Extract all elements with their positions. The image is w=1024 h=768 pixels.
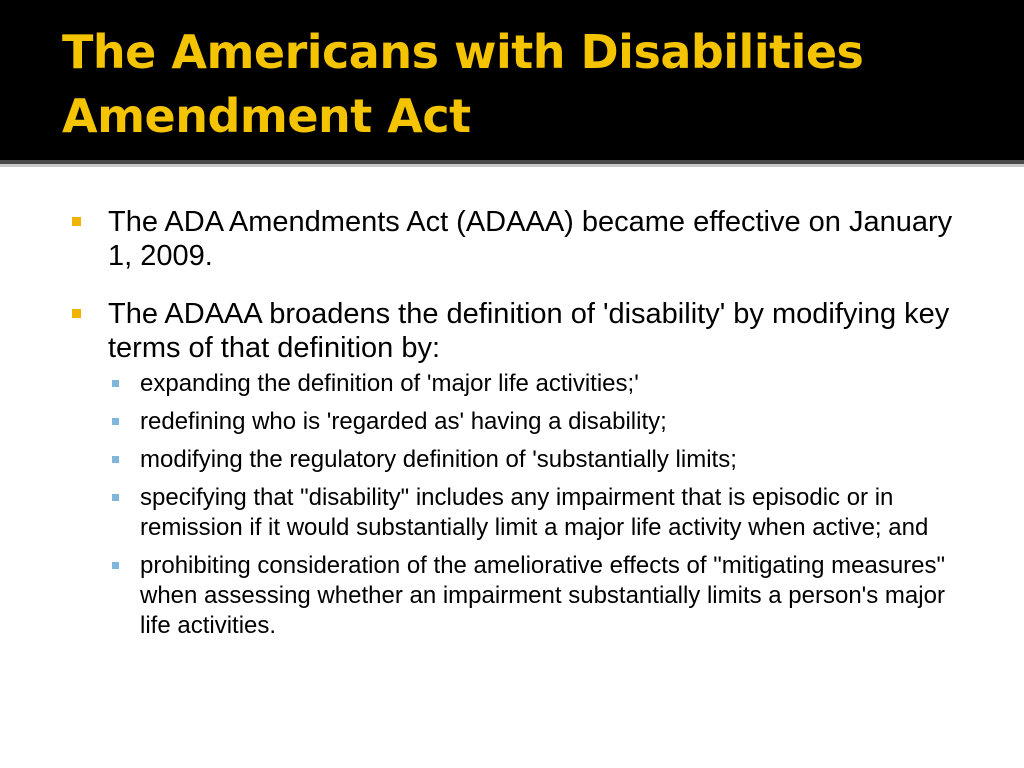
small-square-bullet-icon xyxy=(112,418,119,425)
sub-bullet-item xyxy=(108,407,970,437)
title-divider-highlight xyxy=(0,164,1024,167)
square-bullet-icon xyxy=(72,309,81,318)
slide-title: The Americans with Disabilities Amendment Act xyxy=(62,25,864,143)
sub-bullet-text: specifying that "disability" includes any impairment that is episodic or in remission if it would substantially limit a major life activity when active; and xyxy=(140,484,929,541)
sub-bullet-text: prohibiting consideration of the ameliorative effects of "mitigating measures" when assessing whether an impairment substantially limits a person's major life activities. xyxy=(140,552,946,639)
sub-bullet-list xyxy=(70,369,970,641)
bullet-item xyxy=(70,205,970,273)
sub-bullet-item xyxy=(108,483,970,543)
small-square-bullet-icon xyxy=(112,380,119,387)
small-square-bullet-icon xyxy=(112,456,119,463)
slide-content xyxy=(70,205,970,649)
title-bar xyxy=(0,0,1024,160)
bullet-text: The ADA Amendments Act (ADAAA) became effective on January 1, 2009. xyxy=(108,206,953,272)
sub-bullet-text: redefining who is 'regarded as' having a disability; xyxy=(140,408,667,435)
small-square-bullet-icon xyxy=(112,562,119,569)
sub-bullet-text: modifying the regulatory definition of 'substantially limits; xyxy=(140,446,737,473)
sub-bullet-text: expanding the definition of 'major life activities;' xyxy=(140,370,639,397)
sub-bullet-item xyxy=(108,445,970,475)
square-bullet-icon xyxy=(72,217,81,226)
bullet-text: The ADAAA broadens the definition of 'disability' by modifying key terms of that definition by: xyxy=(108,298,950,364)
small-square-bullet-icon xyxy=(112,494,119,501)
bullet-item xyxy=(70,297,970,365)
sub-bullet-item xyxy=(108,369,970,399)
sub-bullet-item xyxy=(108,551,970,641)
